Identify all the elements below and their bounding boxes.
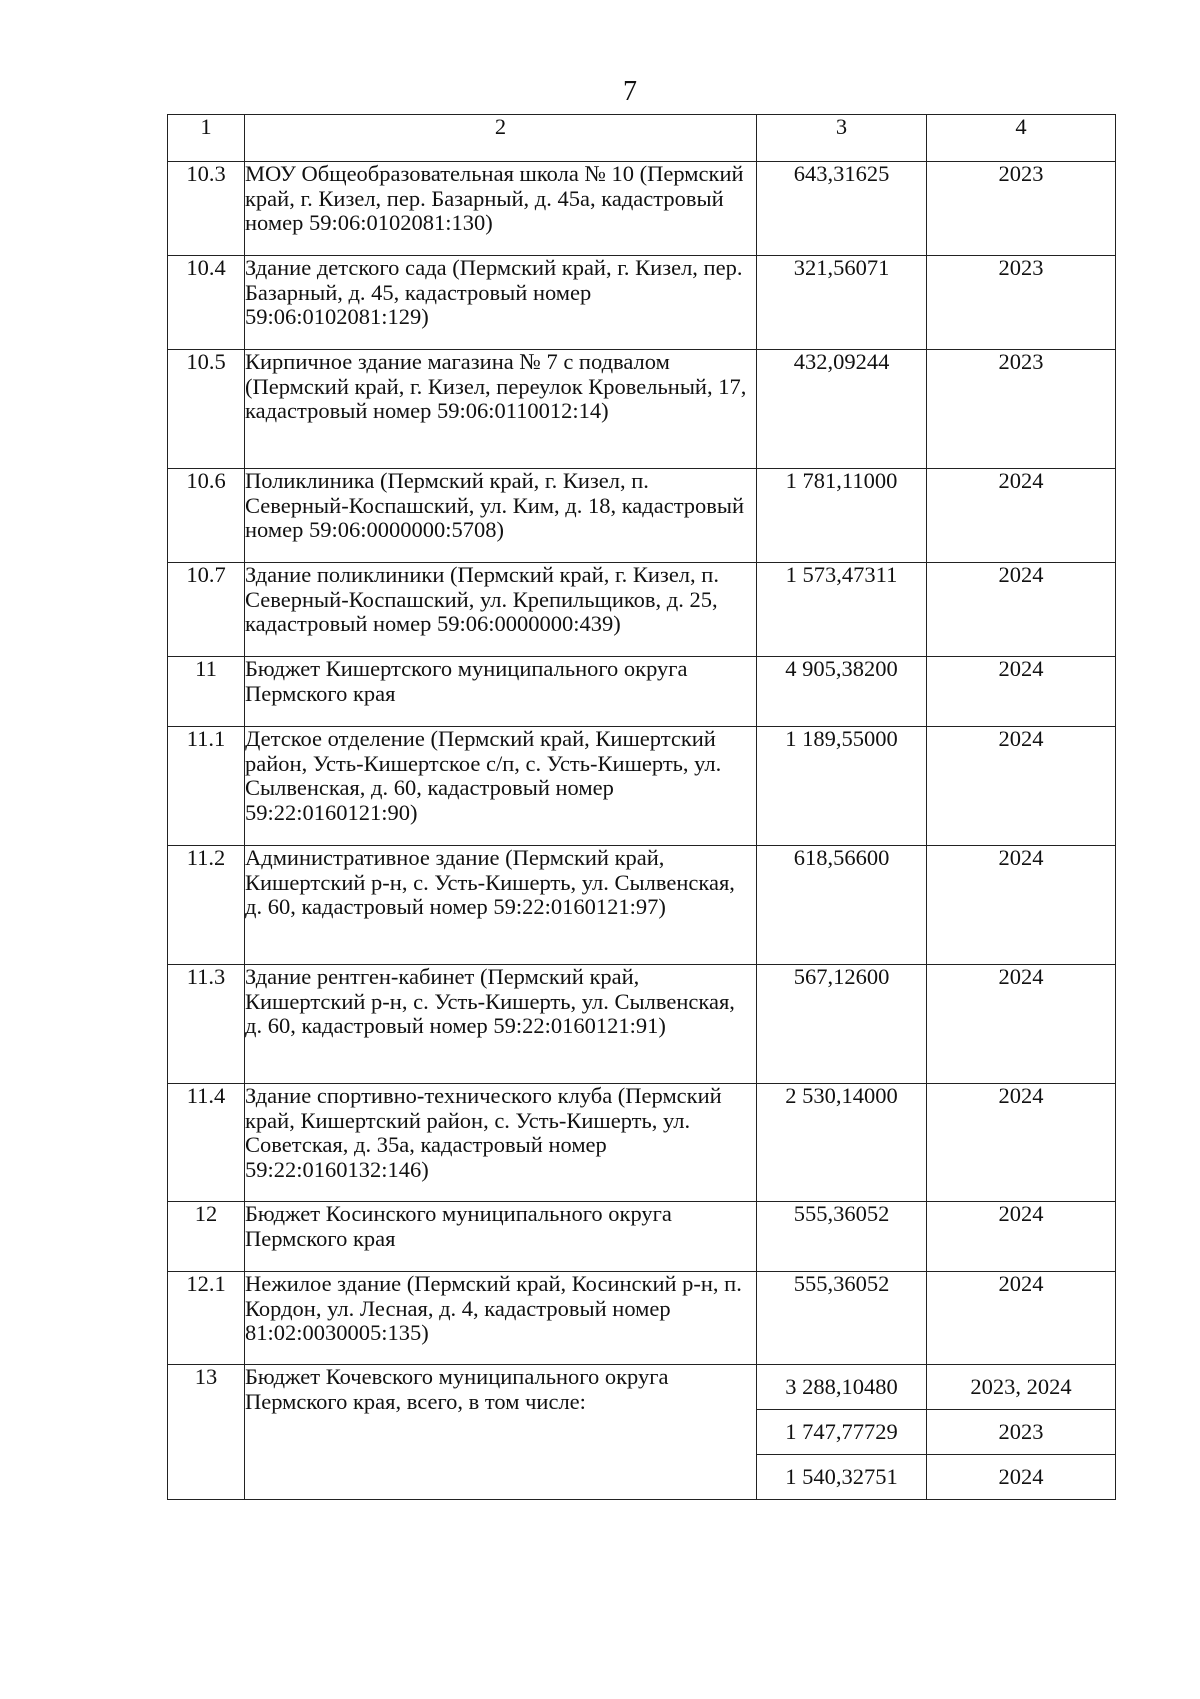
- row-amount: 555,36052: [757, 1202, 927, 1272]
- table-row: [168, 846, 1116, 965]
- column-header: 1: [168, 115, 245, 162]
- row-number: 11.3: [168, 965, 245, 1084]
- row-year: 2024: [927, 727, 1116, 846]
- row-year: 2023: [927, 1410, 1116, 1455]
- row-description: Здание поликлиники (Пермский край, г. Кизел, п. Северный-Коспашский, ул. Крепильщиков, д. 25, кадастровый номер 59:06:0000000:439): [245, 563, 757, 657]
- row-year: 2024: [927, 657, 1116, 727]
- row-amount: 2 530,14000: [757, 1084, 927, 1202]
- row-description: Бюджет Кишертского муниципального округа Пермского края: [245, 657, 757, 727]
- row-amount: 1 573,47311: [757, 563, 927, 657]
- row-description: Нежилое здание (Пермский край, Косинский р-н, п. Кордон, ул. Лесная, д. 4, кадастровый номер 81:02:0030005:135): [245, 1272, 757, 1365]
- table-row: [168, 1084, 1116, 1202]
- row-amount: 432,09244: [757, 350, 927, 469]
- table-row: [168, 965, 1116, 1084]
- table-row: [168, 1272, 1116, 1365]
- row-description: Бюджет Косинского муниципального округа Пермского края: [245, 1202, 757, 1272]
- table-row: [168, 256, 1116, 350]
- row-number: 13: [168, 1365, 245, 1500]
- row-amount: 1 540,32751: [757, 1455, 927, 1500]
- row-amount: 1 747,77729: [757, 1410, 927, 1455]
- row-amount: 618,56600: [757, 846, 927, 965]
- column-header: 2: [245, 115, 757, 162]
- row-description: Административное здание (Пермский край, Кишертский р-н, с. Усть-Кишерть, ул. Сылвенская, д. 60, кадастровый номер 59:22:0160121:97): [245, 846, 757, 965]
- row-amount: 1 781,11000: [757, 469, 927, 563]
- row-number: 10.4: [168, 256, 245, 350]
- row-description: Бюджет Кочевского муниципального округа Пермского края, всего, в том числе:: [245, 1365, 757, 1500]
- row-number: 11.4: [168, 1084, 245, 1202]
- row-amount: 567,12600: [757, 965, 927, 1084]
- row-description: Здание спортивно-технического клуба (Пермский край, Кишертский район, с. Усть-Кишерть, ул. Советская, д. 35а, кадастровый номер 59:22:0160132:146): [245, 1084, 757, 1202]
- row-amount: 555,36052: [757, 1272, 927, 1365]
- row-number: 10.7: [168, 563, 245, 657]
- table-row: [168, 162, 1116, 256]
- table-row: [168, 469, 1116, 563]
- row-description: Детское отделение (Пермский край, Кишертский район, Усть-Кишертское с/п, с. Усть-Кишерть, ул. Сылвенская, д. 60, кадастровый номер 59:22:0160121:90): [245, 727, 757, 846]
- row-year: 2024: [927, 563, 1116, 657]
- row-number: 10.5: [168, 350, 245, 469]
- row-number: 11.1: [168, 727, 245, 846]
- row-number: 11: [168, 657, 245, 727]
- row-year: 2023, 2024: [927, 1365, 1116, 1410]
- table-row: [168, 350, 1116, 469]
- row-description: Кирпичное здание магазина № 7 с подвалом (Пермский край, г. Кизел, переулок Кровельный, 17, кадастровый номер 59:06:0110012:14): [245, 350, 757, 469]
- row-number: 11.2: [168, 846, 245, 965]
- row-year: 2023: [927, 162, 1116, 256]
- row-year: 2024: [927, 1084, 1116, 1202]
- row-number: 12: [168, 1202, 245, 1272]
- row-amount: 1 189,55000: [757, 727, 927, 846]
- column-header: 4: [927, 115, 1116, 162]
- row-description: Здание рентген-кабинет (Пермский край, Кишертский р-н, с. Усть-Кишерть, ул. Сылвенская, д. 60, кадастровый номер 59:22:0160121:91): [245, 965, 757, 1084]
- row-year: 2024: [927, 1455, 1116, 1500]
- table-row: [168, 1365, 1116, 1410]
- table-row: [168, 1202, 1116, 1272]
- row-description: МОУ Общеобразовательная школа № 10 (Пермский край, г. Кизел, пер. Базарный, д. 45а, кадастровый номер 59:06:0102081:130): [245, 162, 757, 256]
- row-year: 2023: [927, 350, 1116, 469]
- row-amount: 3 288,10480: [757, 1365, 927, 1410]
- row-year: 2023: [927, 256, 1116, 350]
- row-number: 12.1: [168, 1272, 245, 1365]
- row-number: 10.6: [168, 469, 245, 563]
- row-amount: 321,56071: [757, 256, 927, 350]
- row-year: 2024: [927, 965, 1116, 1084]
- allocation-table: [167, 114, 1116, 1500]
- row-number: 10.3: [168, 162, 245, 256]
- row-year: 2024: [927, 1202, 1116, 1272]
- row-year: 2024: [927, 469, 1116, 563]
- row-year: 2024: [927, 846, 1116, 965]
- page-number: 7: [623, 76, 637, 107]
- table-row: [168, 727, 1116, 846]
- row-description: Здание детского сада (Пермский край, г. Кизел, пер. Базарный, д. 45, кадастровый номер 59:06:0102081:129): [245, 256, 757, 350]
- row-year: 2024: [927, 1272, 1116, 1365]
- table-header-row: [168, 115, 1116, 162]
- table-row: [168, 657, 1116, 727]
- table-row: [168, 563, 1116, 657]
- row-amount: 643,31625: [757, 162, 927, 256]
- column-header: 3: [757, 115, 927, 162]
- row-amount: 4 905,38200: [757, 657, 927, 727]
- row-description: Поликлиника (Пермский край, г. Кизел, п. Северный-Коспашский, ул. Ким, д. 18, кадастровый номер 59:06:0000000:5708): [245, 469, 757, 563]
